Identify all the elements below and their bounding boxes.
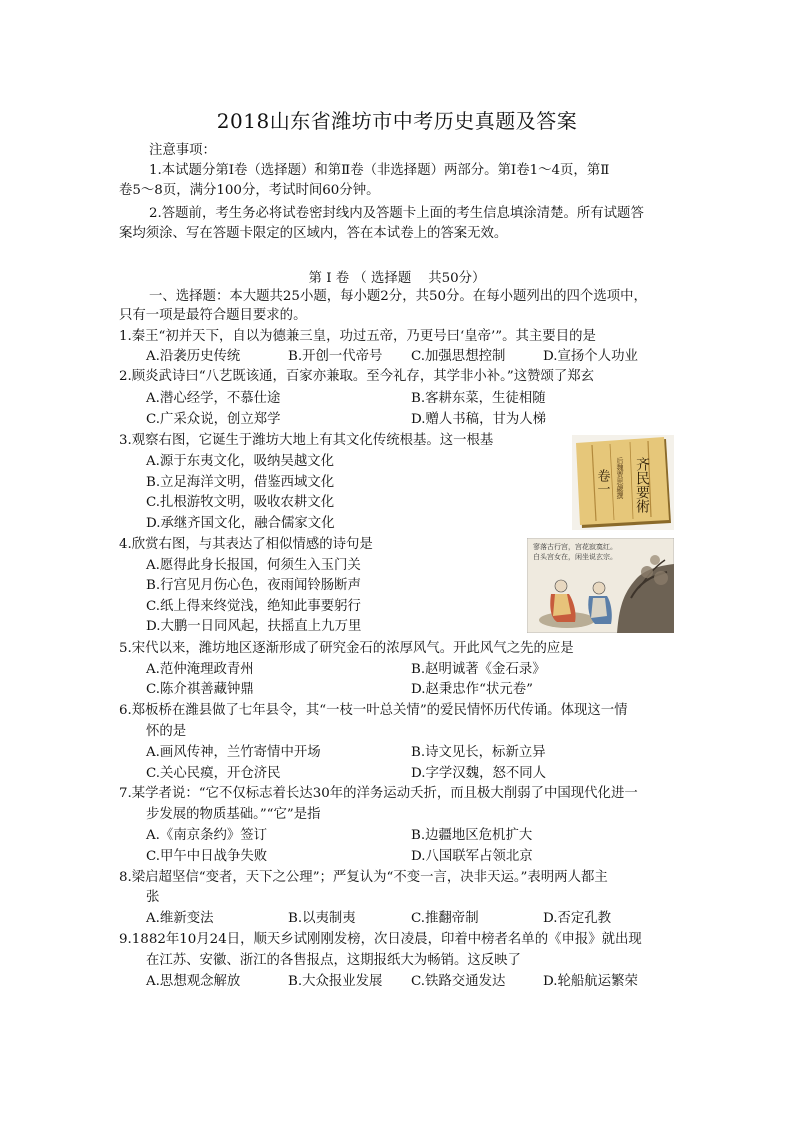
question-1-option-b[interactable]: B.开创一代帝号 bbox=[288, 349, 383, 364]
question-5-option-b[interactable]: B.赵明诚著《金石录》 bbox=[411, 662, 546, 677]
question-7-option-c[interactable]: C.甲午中日战争失败 bbox=[146, 849, 268, 864]
question-8-stem-line-1: 8.梁启超坚信“变者，天下之公理”；严复认为“不变一言，决非天运。”表明两人都主 bbox=[119, 870, 608, 885]
question-6-option-b[interactable]: B.诗文见长，标新立异 bbox=[411, 745, 546, 760]
question-6-stem-line-2: 怀的是 bbox=[146, 724, 187, 739]
instructions-line-2: 只有一项是最符合题目要求的。 bbox=[119, 308, 307, 323]
notice-item-2-line-1: 2.答题前，考生务必将试卷密封线内及答题卡上面的考生信息填涂清楚。所有试题答 bbox=[149, 206, 644, 221]
question-7-option-d[interactable]: D.八国联军占领北京 bbox=[411, 849, 533, 864]
question-9-option-a[interactable]: A.思想观念解放 bbox=[146, 974, 241, 989]
page-title: 2018山东省潍坊市中考历史真题及答案 bbox=[216, 109, 578, 133]
question-9-option-d[interactable]: D.轮船航运繁荣 bbox=[543, 974, 638, 989]
question-3-option-a[interactable]: A.源于东夷文化，吸纳吴越文化 bbox=[146, 454, 335, 469]
question-4-stem: 4.欣赏右图，与其表达了相似情感的诗句是 bbox=[119, 537, 373, 552]
question-4-option-a[interactable]: A.愿得此身长报国，何须生入玉门关 bbox=[146, 558, 361, 573]
question-8-option-d[interactable]: D.否定孔教 bbox=[543, 911, 612, 926]
book-svg bbox=[572, 435, 674, 530]
question-3-option-d[interactable]: D.承继齐国文化，融合儒家文化 bbox=[146, 516, 335, 531]
question-6-option-d[interactable]: D.字学汉魏，怒不同人 bbox=[411, 766, 547, 781]
question-3-option-b[interactable]: B.立足海洋文明，借鉴西域文化 bbox=[146, 475, 335, 490]
qimin-yaoshu-book-image bbox=[572, 435, 674, 530]
question-3-option-c[interactable]: C.扎根游牧文明，吸收农耕文化 bbox=[146, 495, 335, 510]
question-6-stem-line-1: 6.郑板桥在潍县做了七年县令，其“一枝一叶总关情”的爱民情怀历代传诵。体现这一情 bbox=[119, 703, 628, 718]
question-1-option-c[interactable]: C.加强思想控制 bbox=[411, 349, 506, 364]
book-side-text: 后魏贾思勰撰 bbox=[616, 457, 624, 499]
question-1-option-a[interactable]: A.沿袭历史传统 bbox=[146, 349, 241, 364]
question-9-option-c[interactable]: C.铁路交通发达 bbox=[411, 974, 506, 989]
question-8-stem-line-2: 张 bbox=[146, 890, 160, 905]
question-4-option-d[interactable]: D.大鹏一日同风起，扶摇直上九万里 bbox=[146, 619, 362, 634]
question-2-option-a[interactable]: A.潜心经学，不慕仕途 bbox=[146, 391, 281, 406]
instructions-line-1: 一、选择题：本大题共25小题，每小题2分，共50分。在每小题列出的四个选项中， bbox=[149, 289, 647, 304]
question-7-stem-line-1: 7.某学者说：“它不仅标志着长达30年的洋务运动夭折，而且极大削弱了中国现代化进一 bbox=[119, 786, 638, 801]
question-2-option-c[interactable]: C.广采众说，创立郑学 bbox=[146, 412, 281, 427]
question-1-option-d[interactable]: D.宣扬个人功业 bbox=[543, 349, 638, 364]
question-8-option-b[interactable]: B.以夷制夷 bbox=[288, 911, 356, 926]
question-2-stem: 2.顾炎武诗曰“八艺既该通，百家亦兼取。至今礼存，其学非小补。”这赞颂了郑玄 bbox=[119, 369, 595, 384]
question-4-option-c[interactable]: C.纸上得来终觉浅，绝知此事要躬行 bbox=[146, 599, 361, 614]
section-title: 第 Ⅰ 卷 （ 选择题 共50分） bbox=[308, 271, 486, 286]
question-1-stem: 1.秦王“初并天下，自以为德兼三皇，功过五帝，乃更号曰‘皇帝’”。其主要目的是 bbox=[119, 329, 596, 344]
question-6-option-a[interactable]: A.画风传神，兰竹寄情中开场 bbox=[146, 745, 321, 760]
painting-svg bbox=[527, 538, 674, 633]
question-2-option-d[interactable]: D.赠人书稿，甘为人梯 bbox=[411, 412, 547, 427]
painting-poem-line-1: 寥落古行宫，宫花寂寞红。 bbox=[533, 543, 617, 551]
question-7-stem-line-2: 步发展的物质基础。”“它”是指 bbox=[146, 807, 321, 822]
question-5-option-c[interactable]: C.陈介祺善藏钟鼎 bbox=[146, 682, 254, 697]
question-9-stem-line-2: 在江苏、安徽、浙江的各售报点，这期报纸大为畅销。这反映了 bbox=[146, 953, 521, 968]
notice-item-1-line-2: 卷5～8页，满分100分，考试时间60分钟。 bbox=[119, 183, 380, 198]
question-5-option-a[interactable]: A.范仲淹理政青州 bbox=[146, 662, 254, 677]
question-3-stem: 3.观察右图，它诞生于潍坊大地上有其文化传统根基。这一根基 bbox=[119, 433, 494, 448]
question-7-option-b[interactable]: B.边疆地区危机扩大 bbox=[411, 828, 533, 843]
question-5-stem: 5.宋代以来，潍坊地区逐渐形成了研究金石的浓厚风气。开此风气之先的应是 bbox=[119, 641, 574, 656]
question-5-option-d[interactable]: D.赵秉忠作“状元卷” bbox=[411, 682, 533, 697]
question-2-option-b[interactable]: B.客耕东菜，生徒相随 bbox=[411, 391, 546, 406]
question-7-option-a[interactable]: A.《南京条约》签订 bbox=[146, 828, 268, 843]
notice-heading: 注意事项： bbox=[149, 143, 216, 158]
book-title-label: 齐民要術 bbox=[634, 457, 650, 513]
question-8-option-a[interactable]: A.维新变法 bbox=[146, 911, 214, 926]
notice-item-2-line-2: 案均须涂、写在答题卡限定的区域内，答在本试卷上的答案无效。 bbox=[119, 226, 508, 241]
painting-poem-line-2: 白头宫女在，闲坐说玄宗。 bbox=[533, 553, 617, 561]
palace-maids-painting-image bbox=[527, 538, 674, 633]
question-8-option-c[interactable]: C.推翻帝制 bbox=[411, 911, 479, 926]
notice-item-1-line-1: 1.本试题分第Ⅰ卷（选择题）和第Ⅱ卷（非选择题）两部分。第Ⅰ卷1～4页，第Ⅱ bbox=[149, 163, 610, 178]
question-4-option-b[interactable]: B.行宫见月伤心色，夜雨闻铃肠断声 bbox=[146, 578, 361, 593]
book-volume-label: 卷一 bbox=[594, 469, 610, 495]
question-9-stem-line-1: 9.1882年10月24日，顺天乡试刚刚发榜，次日凌晨，印着中榜者名单的《申报》就出现 bbox=[119, 932, 642, 947]
question-6-option-c[interactable]: C.关心民瘼，开仓济民 bbox=[146, 766, 281, 781]
question-9-option-b[interactable]: B.大众报业发展 bbox=[288, 974, 383, 989]
